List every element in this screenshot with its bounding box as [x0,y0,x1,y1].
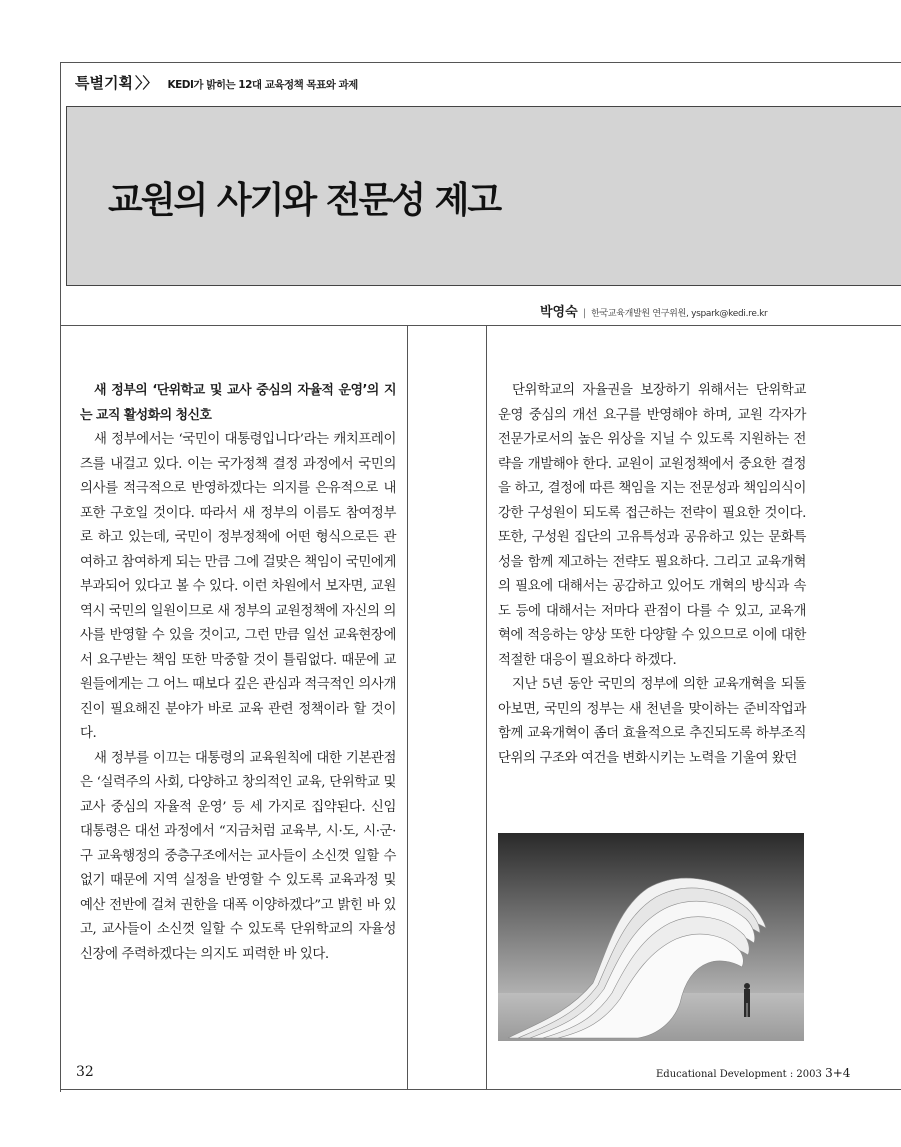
body-paragraph: 새 정부에서는 ‘국민이 대통령입니다’라는 캐치프레이즈를 내걸고 있다. 이는 국가정책 결정 과정에서 국민의 의사를 적극적으로 반영하겠다는 의지를 은유적으로 내포한 구호일 것이다. 따라서 새 정부의 이름도 참여정부로 하고 있는데, 국민이 정부정책에 어떤 형식으로든 관여하고 참여하게 되는 만큼 그에 걸맞은 책임이 국민에게 부과되어 있다고 볼 수 있다. 이런 차원에서 보자면, 교원 역시 국민의 일원이므로 새 정부의 교원정책에 자신의 의사를 반영할 수 있을 것이고, 그런 만큼 일선 교육현장에서 요구받는 책임 또한 막중할 것이 틀림없다. 때문에 교원들에게는 그 어느 때보다 깊은 관심과 적극적인 의사개진이 필요해진 분야가 바로 교육 관련 정책이라 할 것이다. [80,432,396,741]
journal-issue: 3+4 [825,1066,851,1080]
page-number: 32 [76,1064,94,1080]
author-bottom-rule [60,325,901,326]
series-label: 특별기획 [75,74,133,92]
section-heading: 새 정부의 ‘단위학교 및 교사 중심의 자율적 운영’의 지는 교직 활성화의 청신호 [80,383,396,423]
book-wave-image [498,833,804,1041]
author-name: 박영숙 [540,305,578,320]
column-divider-left [407,325,408,1090]
author-affiliation: 한국교육개발원 연구위원, yspark@kedi.re.kr [591,309,768,319]
body-paragraph: 새 정부를 이끄는 대통령의 교육원칙에 대한 기본관점은 ‘실력주의 사회, 다양하고 창의적인 교육, 단위학교 및 교사 중심의 자율적 운영’ 등 세 가지로 집약된다. 신임 대통령은 대선 과정에서 “지금처럼 교육부, 시·도, 시·군·구 교육행정의 중층구조에서는 교사들이 소신껏 일할 수 없기 때문에 지역 실정을 반영할 수 있도록 교육과정 및 예산 전반에 걸쳐 권한을 대폭 이양하겠다”고 밝힌 바 있고, 교사들이 소신껏 일할 수 있도록 단위학교의 자율성 신장에 주력하겠다는 의지도 피력한 바 있다. [80,750,396,962]
body-paragraph: 지난 5년 동안 국민의 정부에 의한 교육개혁을 되돌아보면, 국민의 정부는 새 천년을 맞이하는 준비작업과 함께 교육개혁이 좀더 효율적으로 추진되도록 하부조직 단위의 구조와 여건을 변화시키는 노력을 기울여 왔던 [498,677,806,766]
left-column [80,379,396,967]
book-pages-illustration [498,833,804,1041]
journal-footer [656,1066,850,1080]
body-paragraph: 단위학교의 자율권을 보장하기 위해서는 단위학교 운영 중심의 개선 요구를 반영해야 하며, 교원 각자가 전문가로서의 높은 위상을 지닐 수 있도록 지원하는 전략을 개발해야 한다. 교원이 교원정책에서 중요한 결정을 하고, 결정에 따른 책임을 지는 전문성과 책임의식이 강한 구성원이 되도록 접근하는 전략이 필요한 것이다. 또한, 구성원 집단의 고유특성과 공유하고 있는 문화특성을 함께 제고하는 전략도 필요하다. 그리고 교육개혁의 필요에 대해서는 공감하고 있어도 개혁의 방식과 속도 등에 대해서는 저마다 관점이 다를 수 있고, 교육개혁에 적응하는 양상 또한 다양할 수 있으므로 이에 대한 적절한 대응이 필요하다 하겠다. [498,383,806,668]
column-divider-right [486,325,487,1090]
series-subtitle: KEDI가 밝히는 12대 교육정책 목표와 과제 [167,79,358,91]
header-left-rule [60,62,61,1092]
author-line [540,301,767,320]
series-arrows: 〉〉 [134,74,158,92]
page-bottom-rule [60,1089,901,1090]
header-top-rule [60,62,901,63]
author-separator: | [582,308,587,319]
right-column [498,379,806,771]
series-header [75,72,358,93]
article-title: 교원의 사기와 전문성 제고 [108,180,501,221]
journal-name: Educational Development : 2003 [656,1069,822,1080]
